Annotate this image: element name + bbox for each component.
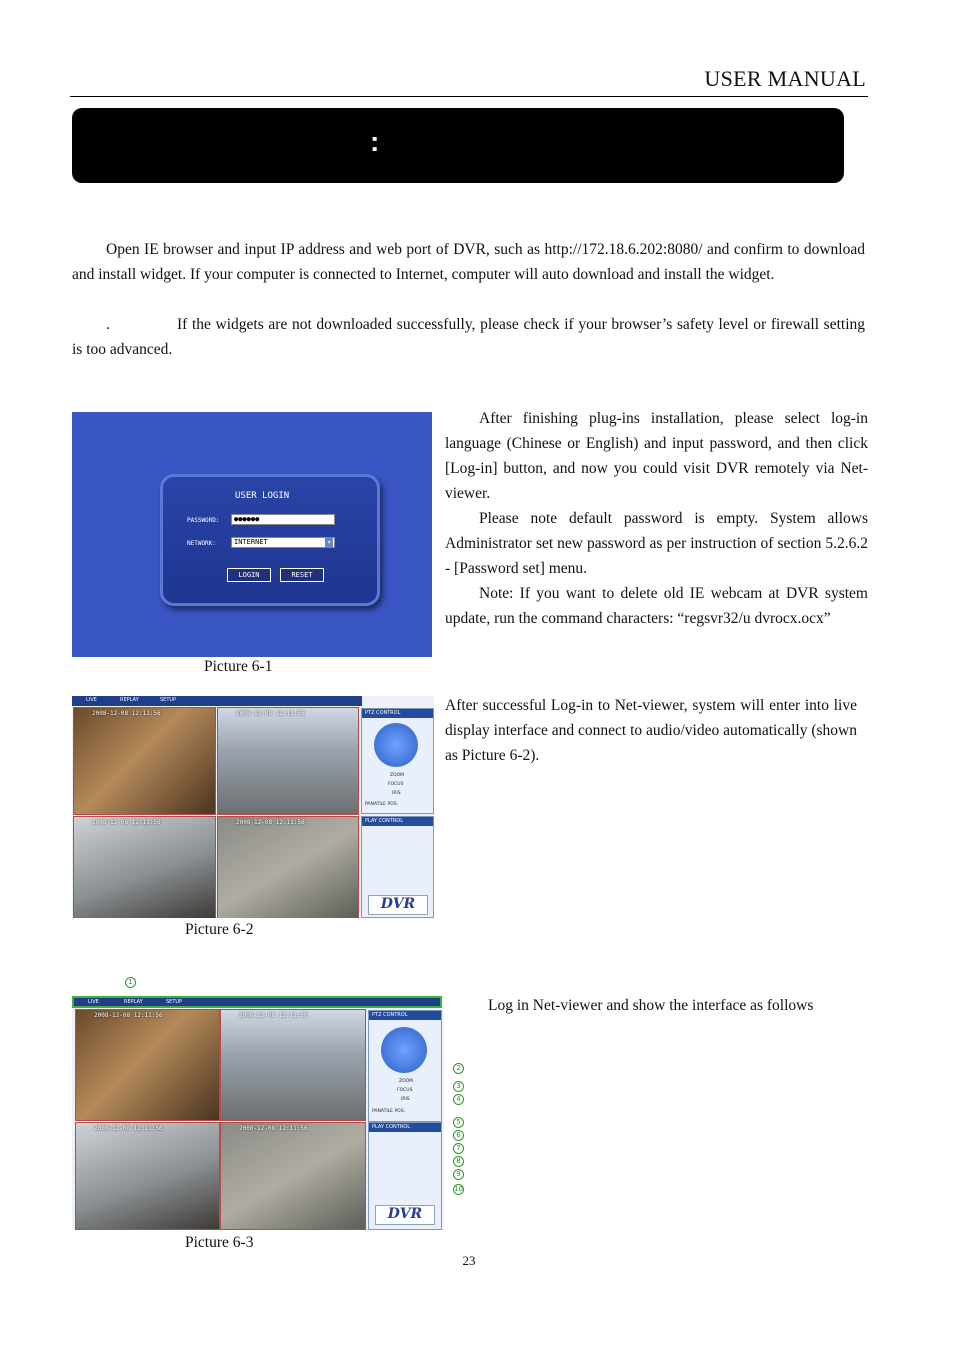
caption-6-1: Picture 6-1 (204, 658, 273, 675)
intro-note (72, 312, 865, 362)
header-title: USER MANUAL (704, 66, 866, 91)
ptz-joystick-icon[interactable] (374, 723, 418, 767)
interface-screenshot (72, 996, 444, 1230)
header-rule (70, 96, 868, 97)
camera-timestamp: 2008-12-08 12:11:56 (236, 710, 305, 717)
zoom-label: ZOOM (390, 773, 405, 778)
pantilt-label: PANATILE POS: (372, 1109, 406, 1114)
chevron-down-icon: ▾ (325, 538, 333, 547)
camera-timestamp: 2008-12-08 12:11:56 (92, 819, 161, 826)
tab-replay[interactable]: REPLAY (120, 697, 139, 703)
dvr-logo: DVR (368, 895, 428, 915)
camera-1[interactable] (73, 707, 216, 815)
tab-live[interactable]: LIVE (88, 999, 99, 1005)
caption-6-3: Picture 6-3 (185, 1234, 254, 1251)
callout-3: 3 (453, 1081, 464, 1092)
tab-setup[interactable]: SETUP (160, 697, 177, 703)
ptz-title: PTZ CONTROL (369, 1011, 441, 1020)
focus-label: FOCUS (397, 1088, 413, 1093)
banner-colon: : (370, 126, 380, 157)
callout-8: 8 (453, 1156, 464, 1167)
caption-6-2: Picture 6-2 (185, 921, 254, 938)
camera-2[interactable] (220, 1009, 366, 1121)
play-title: PLAY CONTROL (362, 817, 433, 826)
camera-timestamp: 2008-12-08 12:11:56 (92, 710, 161, 717)
iris-label: IRIS (401, 1097, 410, 1102)
camera-3[interactable] (73, 816, 216, 918)
reset-button[interactable]: RESET (280, 568, 324, 582)
play-panel (361, 816, 434, 918)
tab-live[interactable]: LIVE (86, 697, 97, 703)
page-number: 23 (462, 1253, 476, 1268)
callout-7: 7 (453, 1143, 464, 1154)
camera-4[interactable] (217, 816, 359, 918)
note-text: If the widgets are not downloaded successfully, please check if your browser’s safety level or firewall setting is too advanced. (72, 316, 865, 358)
password-field[interactable]: ●●●●●● (231, 514, 335, 525)
callout-10: 10 (454, 1185, 463, 1193)
tab-replay[interactable]: REPLAY (124, 999, 143, 1005)
camera-3[interactable] (75, 1122, 220, 1230)
password-paragraph: Please note default password is empty. System allows Administrator set new password as per instruction of section 5.2.6.2 - [Password set] menu. (445, 510, 868, 577)
play-title: PLAY CONTROL (369, 1123, 441, 1132)
viewer-tabs (72, 696, 362, 706)
camera-timestamp: 2008-12-08 12:11:56 (239, 1012, 308, 1019)
tab-setup[interactable]: SETUP (166, 999, 183, 1005)
callout-9: 9 (453, 1169, 464, 1180)
camera-2[interactable] (217, 707, 359, 815)
camera-timestamp: 2008-12-08 12:11:56 (236, 819, 305, 826)
iris-label: IRIS (392, 791, 401, 796)
viewer-tabs (72, 996, 442, 1008)
note-paragraph: Note: If you want to delete old IE webcam at DVR system update, run the command characters: “regsvr32/u dvrocx.ocx” (445, 585, 868, 627)
interface-paragraph: Log in Net-viewer and show the interface as follows (488, 997, 814, 1014)
network-value: INTERNET (234, 538, 268, 546)
play-panel (368, 1122, 442, 1230)
callout-1: 1 (125, 977, 136, 988)
callout-6: 6 (453, 1130, 464, 1141)
ptz-joystick-icon[interactable] (381, 1027, 427, 1073)
pantilt-label: PANATILE POS: (365, 802, 399, 807)
ptz-panel (368, 1010, 442, 1122)
login-button[interactable]: LOGIN (227, 568, 271, 582)
camera-1[interactable] (75, 1009, 220, 1121)
callout-5: 5 (453, 1117, 464, 1128)
ptz-panel (361, 708, 434, 814)
callout-2: 2 (453, 1063, 464, 1074)
camera-4[interactable] (220, 1122, 366, 1230)
network-label: NETWORK: (187, 540, 216, 547)
note-marker: . (106, 316, 110, 333)
ptz-title: PTZ CONTROL (362, 709, 433, 718)
camera-timestamp: 2008-12-08 12:11:56 (94, 1125, 163, 1132)
login-screenshot (72, 412, 432, 657)
camera-timestamp: 2008-12-08 12:11:56 (239, 1125, 308, 1132)
login-text (445, 406, 868, 631)
section-banner (72, 108, 844, 183)
live-screenshot (72, 696, 434, 918)
login-paragraph: After finishing plug-ins installation, please select log-in language (Chinese or English) and input password, and then click [Log-in] button, and now you could visit DVR remotely via Net-viewer. (445, 410, 868, 502)
login-dialog (160, 474, 380, 606)
live-paragraph: After successful Log-in to Net-viewer, system will enter into live display interface and connect to audio/video automatically (shown as Picture 6-2). (445, 697, 857, 764)
dvr-logo: DVR (375, 1205, 435, 1225)
camera-timestamp: 2008-12-08 12:11:56 (94, 1012, 163, 1019)
focus-label: FOCUS (388, 782, 404, 787)
password-label: PASSWORD: (187, 517, 220, 524)
intro-paragraph: Open IE browser and input IP address and web port of DVR, such as http://172.18.6.202:8080/ and confirm to download and install widget. If your computer is connected to Internet, computer will auto download and install the widget. (72, 241, 865, 283)
zoom-label: ZOOM (399, 1079, 414, 1084)
network-select[interactable] (231, 537, 335, 548)
callout-4: 4 (453, 1094, 464, 1105)
login-title: USER LOGIN (235, 491, 290, 501)
